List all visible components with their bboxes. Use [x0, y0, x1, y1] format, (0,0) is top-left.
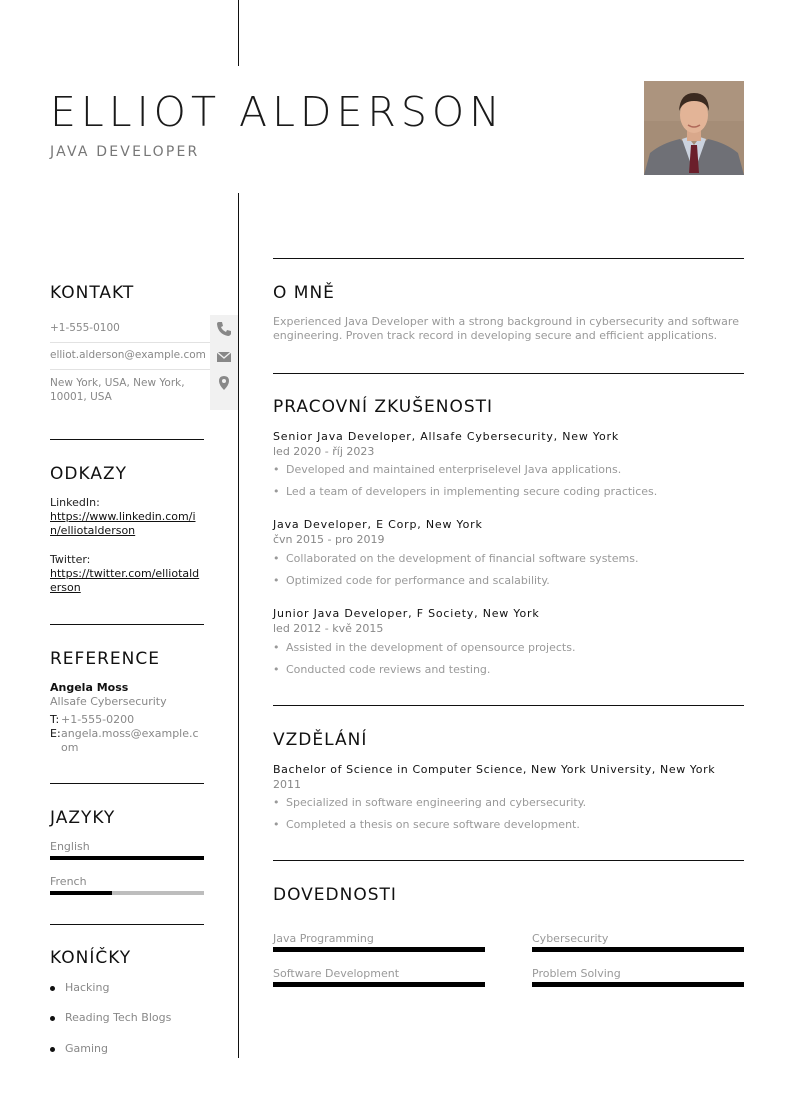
location-pin-icon	[216, 375, 232, 391]
candidate-role: JAVA DEVELOPER	[50, 144, 200, 160]
contact-email: elliot.alderson@example.com	[50, 349, 206, 361]
hobbies-section-title: KONÍČKY	[50, 948, 132, 968]
section-divider	[50, 924, 204, 925]
education-degree: Bachelor of Science in Computer Science, New York University, New York	[273, 763, 716, 776]
contact-address: New York, USA, New York, 10001, USA	[50, 377, 185, 403]
languages-section-title: JAZYKY	[50, 808, 116, 828]
contact-phone: +1-555-0100	[50, 322, 120, 334]
skills-section-title: DOVEDNOSTI	[273, 885, 397, 905]
skill-name: Cybersecurity	[532, 932, 609, 945]
linkedin-link[interactable]: https://www.linkedin.com/in/elliotalderson	[50, 510, 196, 537]
job-title: Junior Java Developer, F Society, New York	[273, 607, 540, 620]
skill-level-bar	[532, 947, 744, 952]
twitter-label: Twitter:	[50, 553, 91, 566]
twitter-link[interactable]: https://twitter.com/elliotalderson	[50, 567, 200, 594]
language-level-fill	[50, 856, 204, 860]
experience-section-title: PRACOVNÍ ZKUŠENOSTI	[273, 397, 494, 417]
reference-phone: +1-555-0200	[61, 713, 135, 726]
section-divider	[273, 860, 744, 861]
language-level-bar-french	[50, 891, 204, 895]
skill-level-bar	[532, 982, 744, 987]
job-dates: led 2012 - kvě 2015	[273, 622, 384, 635]
bullet-dot	[50, 1016, 55, 1021]
column-divider-line	[238, 193, 239, 1058]
section-divider	[273, 258, 744, 259]
reference-phone-label: T:	[50, 713, 60, 726]
language-name-french: French	[50, 875, 87, 888]
section-divider	[50, 439, 204, 440]
section-divider	[50, 624, 204, 625]
job-dates: led 2020 - říj 2023	[273, 445, 375, 458]
language-level-fill	[50, 891, 112, 895]
contact-separator	[50, 369, 210, 370]
language-level-bar-english	[50, 856, 204, 860]
reference-name: Angela Moss	[50, 681, 129, 694]
language-name-english: English	[50, 840, 90, 853]
skill-name: Problem Solving	[532, 967, 621, 980]
reference-section-title: REFERENCE	[50, 649, 160, 669]
skill-name: Java Programming	[273, 932, 374, 945]
contact-separator	[50, 342, 210, 343]
profile-photo	[644, 81, 744, 175]
reference-email-label: E:	[50, 727, 61, 740]
skill-name: Software Development	[273, 967, 400, 980]
candidate-name: ELLIOT ALDERSON	[50, 88, 505, 136]
section-divider	[50, 783, 204, 784]
section-divider	[273, 373, 744, 374]
job-title: Java Developer, E Corp, New York	[273, 518, 483, 531]
links-section-title: ODKAZY	[50, 464, 127, 484]
reference-company: Allsafe Cybersecurity	[50, 695, 167, 708]
job-title: Senior Java Developer, Allsafe Cybersecurity, New York	[273, 430, 620, 443]
section-divider	[273, 705, 744, 706]
skill-level-bar	[273, 982, 485, 987]
top-divider-line	[238, 0, 239, 66]
skill-level-bar	[273, 947, 485, 952]
reference-email: angela.moss@example.com	[61, 727, 199, 754]
contact-section-title: KONTAKT	[50, 283, 135, 303]
about-text: Experienced Java Developer with a strong background in cybersecurity and software engineering. Proven track record in developing secure and efficient applications.	[273, 315, 739, 342]
job-dates: čvn 2015 - pro 2019	[273, 533, 385, 546]
bullet-dot	[50, 986, 55, 991]
education-year: 2011	[273, 778, 301, 791]
about-section-title: O MNĚ	[273, 283, 335, 303]
education-section-title: VZDĚLÁNÍ	[273, 730, 368, 750]
bullet-dot	[50, 1047, 55, 1052]
linkedin-label: LinkedIn:	[50, 496, 100, 509]
